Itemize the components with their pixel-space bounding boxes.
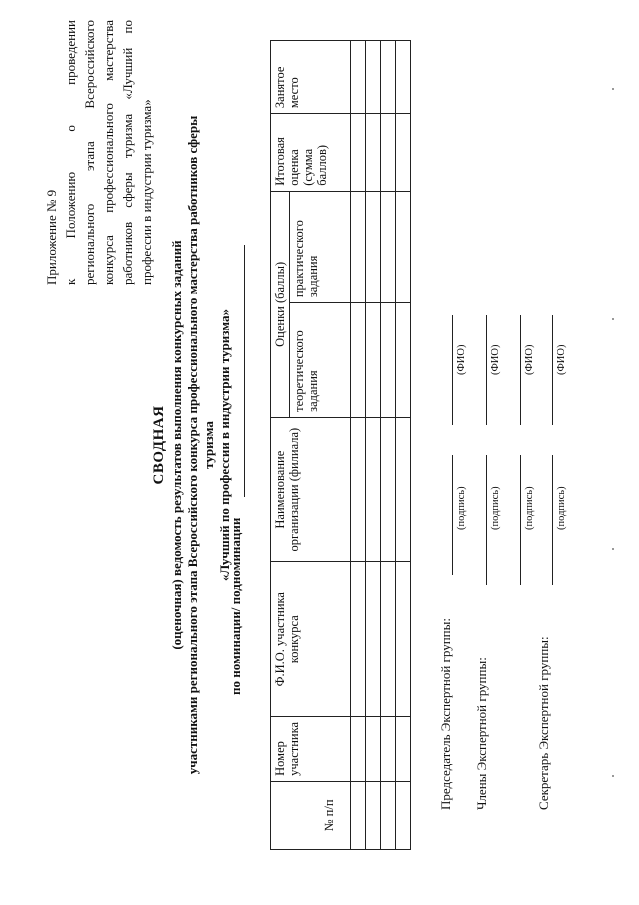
members-fio-line	[486, 315, 487, 425]
scan-speck	[612, 318, 614, 320]
table-row	[351, 41, 366, 850]
title-line-4: туризма	[201, 421, 216, 469]
annex-line: профессии в индустрии туризма»	[139, 99, 154, 285]
secretary-fio-caption: (ФИО)	[556, 344, 567, 375]
nomination-underline	[244, 245, 245, 497]
members-sign-line	[486, 455, 487, 585]
header-organization: Наименование организации (филиала)	[271, 417, 351, 562]
scan-speck	[612, 548, 614, 550]
title-line-3: участниками регионального этапа Всероссийского конкурса профессионального мастерства работников сферы	[185, 115, 200, 775]
members-label: Члены Экспертной группы:	[474, 657, 489, 810]
title-line-2: (оценочная) ведомость результатов выполнения конкурсных заданий	[169, 240, 184, 650]
header-index: № п/п	[271, 781, 351, 849]
annex-line: Приложение № 9	[44, 189, 59, 285]
header-practice: практического задания	[290, 191, 351, 302]
header-scores: Оценки (баллы)	[271, 191, 290, 417]
results-table	[270, 40, 411, 850]
member2-fio-caption: (ФИО)	[524, 344, 535, 375]
nomination-label: по номинации/ подноминации	[228, 517, 243, 695]
header-participant-number: Номер участника	[271, 716, 351, 781]
annex-line: регионального этапа Всероссийского	[82, 20, 97, 285]
annex-line: работников сферы туризма «Лучший по	[120, 20, 135, 285]
title-line-5: «Лучший по профессии в индустрии туризма»	[217, 309, 232, 581]
chair-sign-line	[452, 455, 453, 575]
members-fio-caption: (ФИО)	[490, 344, 501, 375]
chair-fio-caption: (ФИО)	[456, 344, 467, 375]
member2-fio-line	[520, 315, 521, 425]
secretary-sign-line	[552, 455, 553, 585]
header-total: Итоговая оценка (сумма баллов)	[271, 114, 351, 192]
annex-line: к Положению о проведении	[63, 20, 78, 285]
chair-label: Председатель Экспертной группы:	[438, 618, 453, 810]
member2-sign-caption: (подпись)	[524, 486, 535, 530]
members-sign-caption: (подпись)	[490, 486, 501, 530]
secretary-sign-caption: (подпись)	[556, 486, 567, 530]
annex-reference	[42, 20, 156, 285]
secretary-label: Секретарь Экспертной группы:	[536, 636, 551, 810]
header-place: Занятое место	[271, 41, 351, 114]
chair-fio-line	[452, 315, 453, 425]
scan-speck	[612, 88, 614, 90]
scan-speck	[612, 775, 614, 777]
secretary-fio-line	[552, 315, 553, 425]
table-row	[381, 41, 396, 850]
chair-sign-caption: (подпись)	[456, 486, 467, 530]
document-title	[150, 115, 233, 775]
member2-sign-line	[520, 455, 521, 585]
table-header-row	[271, 41, 290, 850]
header-fio: Ф.И.О. участника конкурса	[271, 562, 351, 716]
title-main: СВОДНАЯ	[151, 405, 167, 485]
table-row	[366, 41, 381, 850]
header-theory: теоретического задания	[290, 303, 351, 418]
annex-line: конкурса профессионального мастерства	[101, 20, 116, 285]
table-row	[396, 41, 411, 850]
